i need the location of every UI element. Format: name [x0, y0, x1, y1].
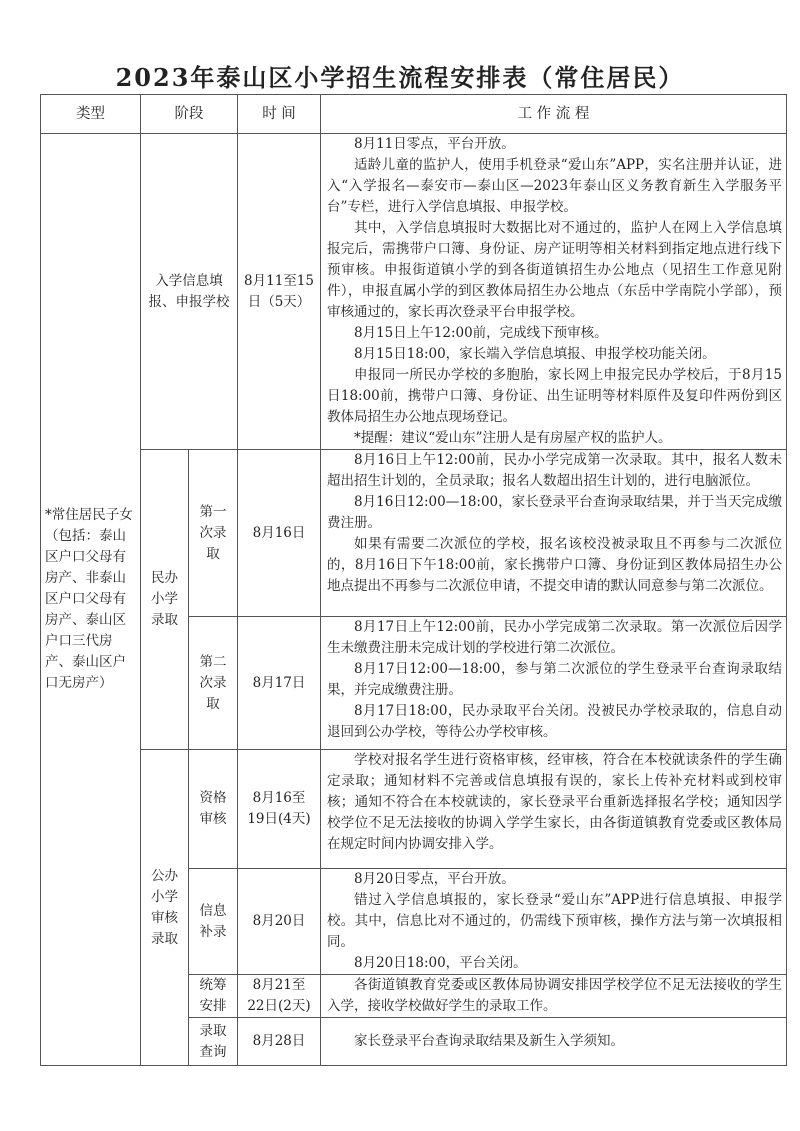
flow-paragraph: 各街道镇教育党委或区教体局协调安排因学校学位不足无法接收的学生入学，接收学校做好学生的录取工作。	[327, 977, 782, 1014]
table-row	[41, 750, 787, 869]
flow-paragraph: 8月15日上午12:00前，完成线下预审核。	[354, 325, 608, 341]
flow-paragraph: 如果有需要二次派位的学校，报名该校没被录取且不再参与二次派位的，8月16日下午18:00前，家长携带户口簿、身份证到区教体局招生办公地点提出不再参与二次派位申请，不提交申请的默认同意参与第二次派位。	[327, 536, 782, 594]
flow-cell	[321, 134, 787, 450]
stage-cell: 第二次录取	[189, 617, 238, 750]
flow-paragraph: 8月11日零点，平台开放。	[354, 136, 515, 152]
time-cell: 8月16日	[238, 450, 321, 617]
header-time: 时 间	[238, 95, 321, 134]
stage-cell: 统筹安排	[189, 975, 238, 1018]
flow-paragraph: 其中，入学信息填报时大数据比对不通过的，监护人在网上入学信息填报完后，需携带户口簿、身份证、房产证明等相关材料到指定地点进行线下预审核。申报街道镇小学的到各街道镇招生办公地点（见招生工作意见附件），申报直属小学的到区教体局招生办公地点（东岳中学南院小学部），预审核通过的，家长再次登录平台申报学校。	[327, 220, 782, 320]
flow-paragraph: 申报同一所民办学校的多胞胎，家长网上申报完民办学校后，于8月15日18:00前，携带户口簿、身份证、出生证明等材料原件及复印件两份到区教体局招生办公地点现场登记。	[327, 367, 782, 425]
time-cell: 8月16至19日(4天)	[238, 750, 321, 869]
group-cell: 公办小学审核录取	[141, 750, 189, 1066]
flow-paragraph: 8月16日12:00—18:00，家长登录平台查询录取结果，并于当天完成缴费注册。	[327, 494, 782, 531]
table-row	[41, 450, 787, 617]
flow-paragraph: 家长登录平台查询录取结果及新生入学须知。	[354, 1033, 624, 1049]
flow-paragraph: 8月17日上午12:00前，民办小学完成第二次录取。第一次派位后因学生未缴费注册未完成计划的学校进行第二次派位。	[327, 619, 782, 656]
type-cell: *常住居民子女（包括：泰山区户口父母有房产、非泰山区户口父母有房产、泰山区户口三代房产、泰山区户口无房产）	[41, 134, 141, 1066]
flow-cell	[321, 975, 787, 1018]
flow-paragraph: 适龄儿童的监护人，使用手机登录“爱山东”APP，实名注册并认证，进入“入学报名—泰安市—泰山区—2023年泰山区义务教育新生入学服务平台”专栏，进行入学信息填报、申报学校。	[327, 157, 782, 215]
flow-cell	[321, 1018, 787, 1066]
flow-paragraph: 8月15日18:00，家长端入学信息填报、申报学校功能关闭。	[354, 346, 716, 362]
stage-cell: 入学信息填报、申报学校	[141, 134, 238, 450]
flow-cell	[321, 750, 787, 869]
time-cell: 8月28日	[238, 1018, 321, 1066]
flow-paragraph: 8月20日零点，平台开放。	[354, 871, 515, 887]
flow-paragraph: *提醒：建议“爱山东”注册人是有房屋产权的监护人。	[354, 430, 672, 446]
time-cell: 8月11至15日（5天）	[238, 134, 321, 450]
flow-paragraph: 错过入学信息填报的，家长登录“爱山东”APP进行信息填报、申报学校。其中，信息比对不通过的，仍需线下预审核，操作方法与第一次填报相同。	[327, 892, 782, 950]
page-title: 2023年泰山区小学招生流程安排表（常住居民）	[115, 63, 685, 92]
header-flow: 工 作 流 程	[321, 95, 787, 134]
time-cell: 8月17日	[238, 617, 321, 750]
stage-cell: 第一次录取	[189, 450, 238, 617]
flow-cell	[321, 617, 787, 750]
flow-cell	[321, 869, 787, 975]
flow-paragraph: 8月20日18:00，平台关闭。	[354, 955, 527, 971]
table-row	[41, 134, 787, 450]
schedule-table	[40, 94, 787, 1066]
flow-cell	[321, 450, 787, 617]
header-row	[41, 95, 787, 134]
time-cell: 8月21至22日(2天)	[238, 975, 321, 1018]
time-cell: 8月20日	[238, 869, 321, 975]
stage-cell: 信息补录	[189, 869, 238, 975]
stage-cell: 资格审核	[189, 750, 238, 869]
header-type: 类型	[41, 95, 141, 134]
group-cell: 民办小学录取	[141, 450, 189, 750]
flow-paragraph: 8月17日18:00，民办录取平台关闭。没被民办学校录取的，信息自动退回到公办学校，等待公办学校审核。	[327, 703, 782, 740]
flow-paragraph: 8月17日12:00—18:00，参与第二次派位的学生登录平台查询录取结果，并完成缴费注册。	[327, 661, 782, 698]
stage-cell: 录取查询	[189, 1018, 238, 1066]
header-stage: 阶段	[141, 95, 238, 134]
flow-paragraph: 学校对报名学生进行资格审核，经审核，符合在本校就读条件的学生确定录取；通知材料不完善或信息填报有误的，家长上传补充材料或到校审核；通知不符合在本校就读的，家长登录平台重新选择报名学校；通知因学校学位不足无法接收的协调入学学生家长，由各街道镇教育党委或区教体局在规定时间内协调安排入学。	[327, 752, 782, 852]
flow-paragraph: 8月16日上午12:00前，民办小学完成第一次录取。其中，报名人数未超出招生计划的，全员录取；报名人数超出招生计划的，进行电脑派位。	[327, 452, 782, 489]
